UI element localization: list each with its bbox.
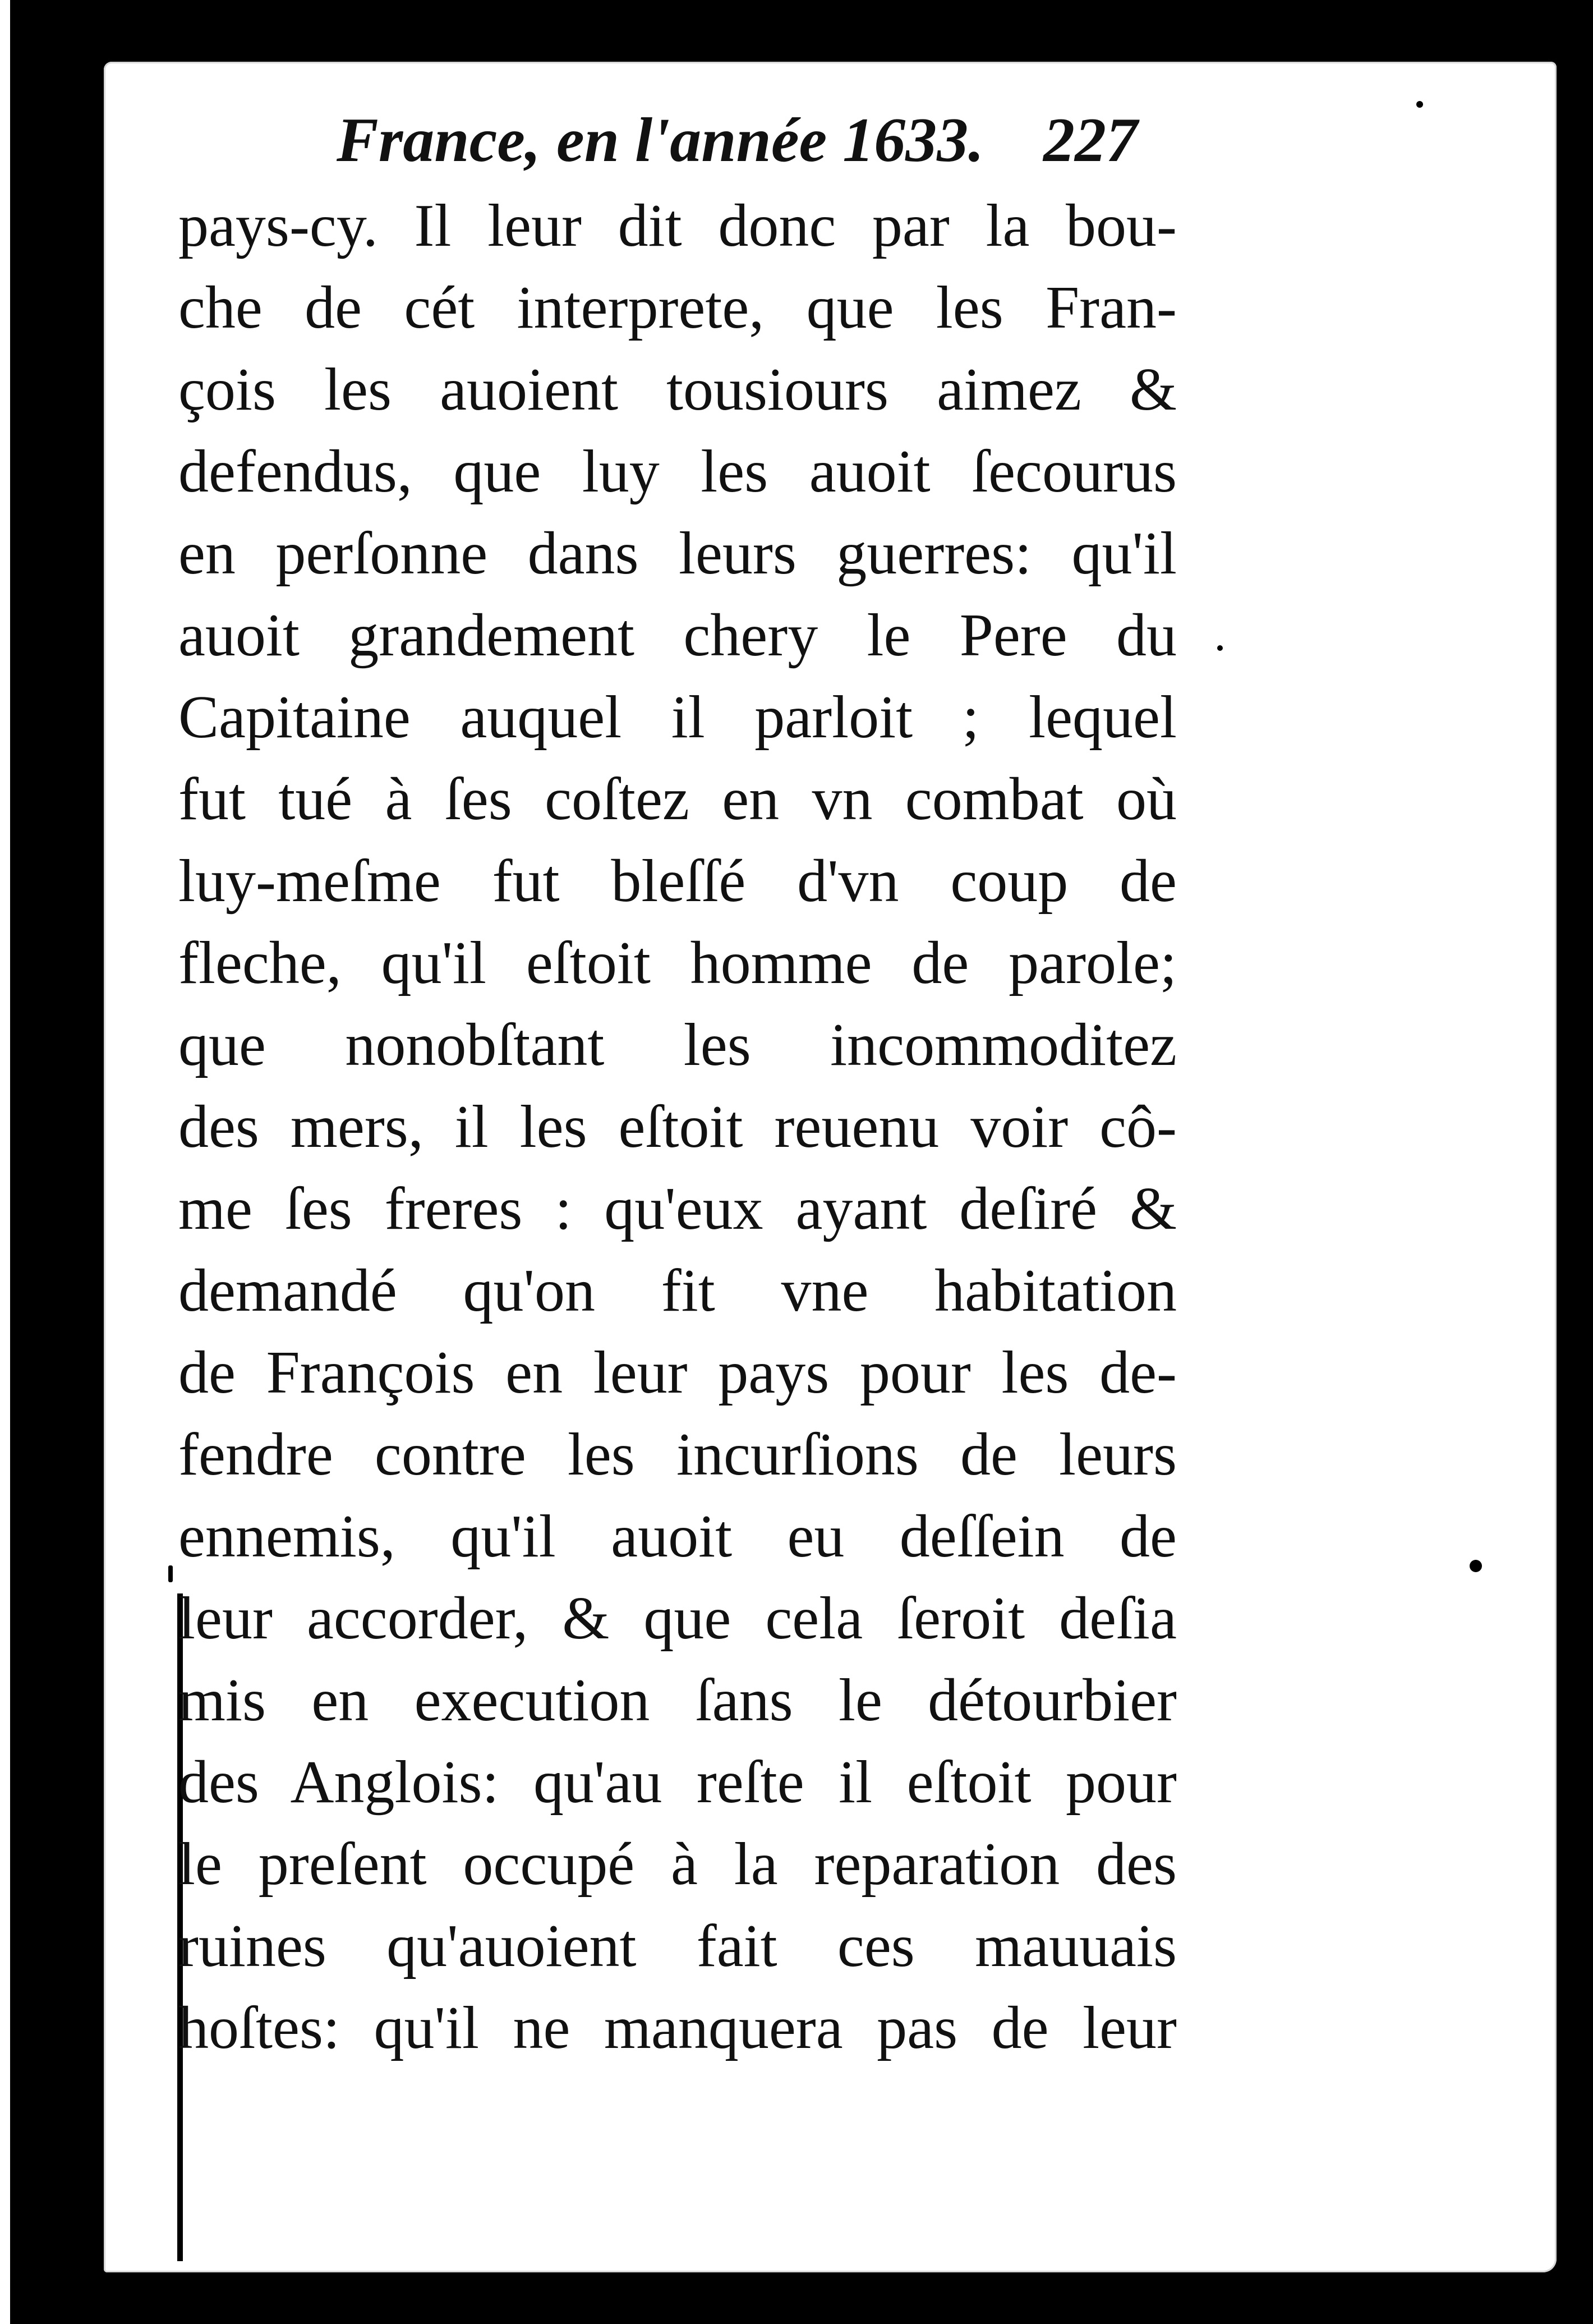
ink-speck: [1470, 1560, 1482, 1572]
ink-speck: [1416, 101, 1423, 108]
text-line: fendre contre les incurſions de leurs: [178, 1421, 1177, 1488]
running-head: France, en l'année 1633.: [337, 105, 984, 175]
text-line: le preſent occupé à la reparation des: [178, 1831, 1177, 1898]
text-line: fleche, qu'il eſtoit homme de parole;: [178, 930, 1177, 996]
ink-speck: [1217, 645, 1223, 651]
text-line: ruines qu'auoient fait ces mauuais: [178, 1913, 1177, 1979]
text-line: de François en leur pays pour les de-: [178, 1339, 1177, 1406]
text-line: me ſes freres : qu'eux ayant deſiré &: [178, 1175, 1177, 1242]
text-line: defendus, que luy les auoit ſecourus: [178, 438, 1177, 505]
page-number: 227: [1043, 105, 1138, 175]
text-line: pays-cy. Il leur dit donc par la bou-: [178, 192, 1177, 259]
text-line: luy-meſme fut bleſſé d'vn coup de: [178, 848, 1177, 915]
text-line: çois les auoient tousiours aimez &: [178, 356, 1177, 423]
ink-speck: [168, 1565, 173, 1582]
body-text: [178, 185, 1177, 2069]
text-line: leur accorder, & que cela ſeroit deſia: [178, 1585, 1177, 1652]
text-line: des mers, il les eſtoit reuenu voir cô-: [178, 1094, 1177, 1160]
text-line: auoit grandement chery le Pere du: [178, 602, 1177, 669]
text-line: demandé qu'on fit vne habitation: [178, 1257, 1177, 1324]
text-line: en perſonne dans leurs guerres: qu'il: [178, 520, 1177, 587]
text-line: des Anglois: qu'au reſte il eſtoit pour: [178, 1749, 1177, 1816]
scan-edge-strip: [0, 0, 10, 2324]
text-line: ennemis, qu'il auoit eu deſſein de: [178, 1503, 1177, 1570]
text-line: que nonobſtant les incommoditez: [178, 1012, 1177, 1078]
text-line: mis en execution ſans le détourbier: [178, 1667, 1177, 1734]
text-line: che de cét interprete, que les Fran-: [178, 274, 1177, 341]
text-line: Capitaine auquel il parloit ; lequel: [178, 684, 1177, 751]
text-line: fut tué à ſes coſtez en vn combat où: [178, 766, 1177, 833]
text-line: hoſtes: qu'il ne manquera pas de leur: [178, 1995, 1177, 2061]
